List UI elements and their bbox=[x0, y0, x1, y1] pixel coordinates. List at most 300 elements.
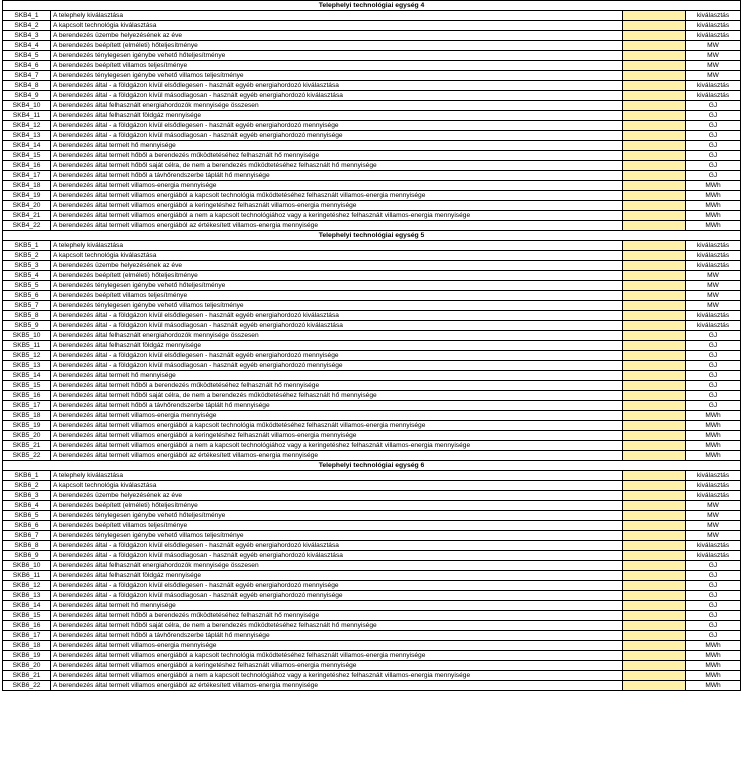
row-unit-cell[interactable]: GJ bbox=[686, 171, 741, 181]
row-code-cell[interactable]: SKB6_14 bbox=[3, 601, 51, 611]
row-unit-cell[interactable]: MW bbox=[686, 71, 741, 81]
row-unit-cell[interactable]: MWh bbox=[686, 181, 741, 191]
table-row bbox=[3, 41, 741, 51]
value-input-cell[interactable] bbox=[623, 181, 686, 191]
row-unit-cell[interactable]: kiválasztás bbox=[686, 251, 741, 261]
value-input-cell[interactable] bbox=[623, 351, 686, 361]
table-row bbox=[3, 181, 741, 191]
row-code-cell[interactable]: SKB4_16 bbox=[3, 161, 51, 171]
value-input-cell[interactable] bbox=[623, 241, 686, 251]
row-unit-cell[interactable]: GJ bbox=[686, 131, 741, 141]
table-row bbox=[3, 651, 741, 661]
row-unit-cell[interactable]: MW bbox=[686, 51, 741, 61]
row-code-cell[interactable]: SKB6_16 bbox=[3, 621, 51, 631]
value-input-cell[interactable] bbox=[623, 451, 686, 461]
row-code-cell[interactable]: SKB5_11 bbox=[3, 341, 51, 351]
row-unit-cell[interactable]: kiválasztás bbox=[686, 541, 741, 551]
section-title: Telephelyi technológiai egység 5 bbox=[3, 231, 741, 241]
row-label-cell[interactable]: A berendezés által termelt hő mennyisége bbox=[51, 601, 623, 611]
row-label-cell[interactable]: A berendezés által termelt villamos energiából a keringetéshez felhasznált villamos-energia mennyisége bbox=[51, 201, 623, 211]
row-unit-cell[interactable]: GJ bbox=[686, 371, 741, 381]
row-unit-cell[interactable]: kiválasztás bbox=[686, 241, 741, 251]
value-input-cell[interactable] bbox=[623, 431, 686, 441]
row-code-cell[interactable]: SKB4_15 bbox=[3, 151, 51, 161]
row-unit-cell[interactable]: MWh bbox=[686, 431, 741, 441]
value-input-cell[interactable] bbox=[623, 311, 686, 321]
row-unit-cell[interactable]: kiválasztás bbox=[686, 491, 741, 501]
row-code-cell[interactable]: SKB5_1 bbox=[3, 241, 51, 251]
row-label-cell[interactable]: A berendezés ténylegesen igénybe vehető villamos teljesítménye bbox=[51, 531, 623, 541]
value-input-cell[interactable] bbox=[623, 281, 686, 291]
row-label-cell[interactable]: A berendezés által termelt villamos-energia mennyisége bbox=[51, 181, 623, 191]
row-label-cell[interactable]: A berendezés által termelt hőből saját célra, de nem a berendezés működtetéséhez felhasznált hő mennyisége bbox=[51, 161, 623, 171]
value-input-cell[interactable] bbox=[623, 331, 686, 341]
value-input-cell[interactable] bbox=[623, 411, 686, 421]
row-code-cell[interactable]: SKB4_19 bbox=[3, 191, 51, 201]
row-label-cell[interactable]: A berendezés beépített (elméleti) hőteljesítménye bbox=[51, 41, 623, 51]
row-code-cell[interactable]: SKB6_18 bbox=[3, 641, 51, 651]
value-input-cell[interactable] bbox=[623, 211, 686, 221]
row-label-cell[interactable]: A berendezés által termelt hőből a távhőrendszerbe táplált hő mennyisége bbox=[51, 631, 623, 641]
row-code-cell[interactable]: SKB4_18 bbox=[3, 181, 51, 191]
row-label-cell[interactable]: A berendezés által felhasznált energiahordozók mennyisége összesen bbox=[51, 561, 623, 571]
row-code-cell[interactable]: SKB4_2 bbox=[3, 21, 51, 31]
row-unit-cell[interactable]: MW bbox=[686, 61, 741, 71]
row-unit-cell[interactable]: MW bbox=[686, 531, 741, 541]
row-code-cell[interactable]: SKB6_22 bbox=[3, 681, 51, 691]
row-unit-cell[interactable]: GJ bbox=[686, 111, 741, 121]
value-input-cell[interactable] bbox=[623, 41, 686, 51]
table-row bbox=[3, 261, 741, 271]
row-unit-cell[interactable]: MW bbox=[686, 301, 741, 311]
row-label-cell[interactable]: A berendezés üzembe helyezésének az éve bbox=[51, 31, 623, 41]
row-code-cell[interactable]: SKB6_20 bbox=[3, 661, 51, 671]
row-unit-cell[interactable]: GJ bbox=[686, 401, 741, 411]
value-input-cell[interactable] bbox=[623, 391, 686, 401]
value-input-cell[interactable] bbox=[623, 621, 686, 631]
row-code-cell[interactable]: SKB4_6 bbox=[3, 61, 51, 71]
row-code-cell[interactable]: SKB5_19 bbox=[3, 421, 51, 431]
value-input-cell[interactable] bbox=[623, 441, 686, 451]
row-label-cell[interactable]: A berendezés által termelt villamos energiából a keringetéshez felhasznált villamos-energia mennyisége bbox=[51, 431, 623, 441]
row-unit-cell[interactable]: MWh bbox=[686, 651, 741, 661]
value-input-cell[interactable] bbox=[623, 101, 686, 111]
row-code-cell[interactable]: SKB6_7 bbox=[3, 531, 51, 541]
value-input-cell[interactable] bbox=[623, 401, 686, 411]
row-code-cell[interactable]: SKB4_9 bbox=[3, 91, 51, 101]
row-label-cell[interactable]: A berendezés által termelt villamos energiából a nem a kapcsolt technológiához vagy a keringetéshez felhasznált villamos-energia mennyisége bbox=[51, 671, 623, 681]
row-code-cell[interactable]: SKB5_20 bbox=[3, 431, 51, 441]
value-input-cell[interactable] bbox=[623, 651, 686, 661]
row-unit-cell[interactable]: MWh bbox=[686, 671, 741, 681]
row-label-cell[interactable]: A berendezés beépített (elméleti) hőteljesítménye bbox=[51, 271, 623, 281]
row-code-cell[interactable]: SKB6_11 bbox=[3, 571, 51, 581]
row-code-cell[interactable]: SKB4_11 bbox=[3, 111, 51, 121]
value-input-cell[interactable] bbox=[623, 221, 686, 231]
row-unit-cell[interactable]: kiválasztás bbox=[686, 311, 741, 321]
table-row bbox=[3, 221, 741, 231]
row-label-cell[interactable]: A berendezés által felhasznált földgáz mennyisége bbox=[51, 341, 623, 351]
table-row bbox=[3, 21, 741, 31]
row-code-cell[interactable]: SKB6_12 bbox=[3, 581, 51, 591]
table-row bbox=[3, 581, 741, 591]
row-code-cell[interactable]: SKB5_12 bbox=[3, 351, 51, 361]
row-label-cell[interactable]: A berendezés által termelt villamos energiából a keringetéshez felhasznált villamos-energia mennyisége bbox=[51, 661, 623, 671]
table-row bbox=[3, 91, 741, 101]
row-label-cell[interactable]: A berendezés által - a földgázon kívül másodlagosan - használt egyéb energiahordozó kiválasztása bbox=[51, 551, 623, 561]
row-unit-cell[interactable]: kiválasztás bbox=[686, 81, 741, 91]
row-code-cell[interactable]: SKB4_7 bbox=[3, 71, 51, 81]
row-unit-cell[interactable]: MWh bbox=[686, 641, 741, 651]
row-unit-cell[interactable]: MWh bbox=[686, 191, 741, 201]
row-unit-cell[interactable]: MWh bbox=[686, 441, 741, 451]
row-label-cell[interactable]: A berendezés ténylegesen igénybe vehető hőteljesítménye bbox=[51, 511, 623, 521]
row-unit-cell[interactable]: MWh bbox=[686, 421, 741, 431]
table-row bbox=[3, 131, 741, 141]
row-label-cell[interactable]: A berendezés beépített villamos teljesítménye bbox=[51, 521, 623, 531]
row-code-cell[interactable]: SKB5_6 bbox=[3, 291, 51, 301]
row-code-cell[interactable]: SKB5_10 bbox=[3, 331, 51, 341]
row-label-cell[interactable]: A berendezés által felhasznált energiahordozók mennyisége összesen bbox=[51, 331, 623, 341]
row-code-cell[interactable]: SKB4_5 bbox=[3, 51, 51, 61]
row-label-cell[interactable]: A berendezés által termelt villamos energiából az értékesített villamos-energia mennyisége bbox=[51, 451, 623, 461]
row-unit-cell[interactable]: GJ bbox=[686, 561, 741, 571]
value-input-cell[interactable] bbox=[623, 361, 686, 371]
value-input-cell[interactable] bbox=[623, 251, 686, 261]
value-input-cell[interactable] bbox=[623, 671, 686, 681]
table-row bbox=[3, 381, 741, 391]
value-input-cell[interactable] bbox=[623, 301, 686, 311]
row-unit-cell[interactable]: GJ bbox=[686, 621, 741, 631]
value-input-cell[interactable] bbox=[623, 31, 686, 41]
section-title: Telephelyi technológiai egység 6 bbox=[3, 461, 741, 471]
row-code-cell[interactable]: SKB6_2 bbox=[3, 481, 51, 491]
table-row bbox=[3, 241, 741, 251]
row-code-cell[interactable]: SKB6_9 bbox=[3, 551, 51, 561]
row-code-cell[interactable]: SKB6_8 bbox=[3, 541, 51, 551]
row-code-cell[interactable]: SKB6_1 bbox=[3, 471, 51, 481]
row-unit-cell[interactable]: GJ bbox=[686, 331, 741, 341]
row-label-cell[interactable]: A berendezés által termelt villamos energiából a kapcsolt technológia működtetéséhez felhasznált villamos-energia mennyisége bbox=[51, 191, 623, 201]
table-row bbox=[3, 111, 741, 121]
table-row bbox=[3, 471, 741, 481]
row-label-cell[interactable]: A berendezés által termelt villamos energiából az értékesített villamos-energia mennyisége bbox=[51, 681, 623, 691]
value-input-cell[interactable] bbox=[623, 141, 686, 151]
row-label-cell[interactable]: A berendezés által termelt hőből a távhőrendszerbe táplált hő mennyisége bbox=[51, 401, 623, 411]
table-row bbox=[3, 311, 741, 321]
table-row bbox=[3, 321, 741, 331]
value-input-cell[interactable] bbox=[623, 531, 686, 541]
table-row bbox=[3, 161, 741, 171]
row-unit-cell[interactable]: kiválasztás bbox=[686, 481, 741, 491]
row-label-cell[interactable]: A berendezés ténylegesen igénybe vehető villamos teljesítménye bbox=[51, 71, 623, 81]
row-unit-cell[interactable]: GJ bbox=[686, 341, 741, 351]
value-input-cell[interactable] bbox=[623, 661, 686, 671]
row-unit-cell[interactable]: GJ bbox=[686, 611, 741, 621]
table-row bbox=[3, 11, 741, 21]
row-label-cell[interactable]: A berendezés által - a földgázon kívül másodlagosan - használt egyéb energiahordozó mennyisége bbox=[51, 361, 623, 371]
value-input-cell[interactable] bbox=[623, 21, 686, 31]
row-label-cell[interactable]: A berendezés beépített villamos teljesítménye bbox=[51, 291, 623, 301]
value-input-cell[interactable] bbox=[623, 341, 686, 351]
row-code-cell[interactable]: SKB6_4 bbox=[3, 501, 51, 511]
row-unit-cell[interactable]: kiválasztás bbox=[686, 11, 741, 21]
table-row bbox=[3, 661, 741, 671]
row-code-cell[interactable]: SKB5_7 bbox=[3, 301, 51, 311]
row-code-cell[interactable]: SKB5_4 bbox=[3, 271, 51, 281]
row-unit-cell[interactable]: MWh bbox=[686, 451, 741, 461]
row-label-cell[interactable]: A berendezés által termelt villamos-energia mennyisége bbox=[51, 641, 623, 651]
table-row bbox=[3, 151, 741, 161]
value-input-cell[interactable] bbox=[623, 601, 686, 611]
table-row bbox=[3, 561, 741, 571]
row-unit-cell[interactable]: MW bbox=[686, 271, 741, 281]
row-code-cell[interactable]: SKB4_10 bbox=[3, 101, 51, 111]
row-unit-cell[interactable]: GJ bbox=[686, 581, 741, 591]
value-input-cell[interactable] bbox=[623, 491, 686, 501]
row-unit-cell[interactable]: GJ bbox=[686, 571, 741, 581]
row-unit-cell[interactable]: GJ bbox=[686, 351, 741, 361]
row-code-cell[interactable]: SKB5_16 bbox=[3, 391, 51, 401]
row-label-cell[interactable]: A berendezés által termelt hőből saját célra, de nem a berendezés működtetéséhez felhasznált hő mennyisége bbox=[51, 391, 623, 401]
row-code-cell[interactable]: SKB4_20 bbox=[3, 201, 51, 211]
table-row bbox=[3, 71, 741, 81]
row-code-cell[interactable]: SKB6_13 bbox=[3, 591, 51, 601]
row-code-cell[interactable]: SKB6_3 bbox=[3, 491, 51, 501]
row-label-cell[interactable]: A berendezés által - a földgázon kívül elsődlegesen - használt egyéb energiahordozó kiválasztása bbox=[51, 81, 623, 91]
row-unit-cell[interactable]: MW bbox=[686, 521, 741, 531]
row-unit-cell[interactable]: kiválasztás bbox=[686, 471, 741, 481]
table-row bbox=[3, 51, 741, 61]
row-unit-cell[interactable]: GJ bbox=[686, 141, 741, 151]
row-label-cell[interactable]: A berendezés által termelt villamos energiából az értékesített villamos-energia mennyisége bbox=[51, 221, 623, 231]
table-row bbox=[3, 491, 741, 501]
value-input-cell[interactable] bbox=[623, 61, 686, 71]
row-unit-cell[interactable]: MW bbox=[686, 281, 741, 291]
value-input-cell[interactable] bbox=[623, 681, 686, 691]
row-unit-cell[interactable]: GJ bbox=[686, 151, 741, 161]
row-unit-cell[interactable]: MWh bbox=[686, 221, 741, 231]
row-code-cell[interactable]: SKB5_9 bbox=[3, 321, 51, 331]
value-input-cell[interactable] bbox=[623, 571, 686, 581]
row-label-cell[interactable]: A berendezés üzembe helyezésének az éve bbox=[51, 261, 623, 271]
value-input-cell[interactable] bbox=[623, 171, 686, 181]
value-input-cell[interactable] bbox=[623, 321, 686, 331]
row-label-cell[interactable]: A berendezés ténylegesen igénybe vehető villamos teljesítménye bbox=[51, 301, 623, 311]
table-row bbox=[3, 121, 741, 131]
row-unit-cell[interactable]: MWh bbox=[686, 661, 741, 671]
value-input-cell[interactable] bbox=[623, 191, 686, 201]
value-input-cell[interactable] bbox=[623, 611, 686, 621]
row-label-cell[interactable]: A berendezés által termelt hőből a távhőrendszerbe táplált hő mennyisége bbox=[51, 171, 623, 181]
value-input-cell[interactable] bbox=[623, 81, 686, 91]
value-input-cell[interactable] bbox=[623, 421, 686, 431]
row-code-cell[interactable]: SKB4_21 bbox=[3, 211, 51, 221]
row-label-cell[interactable]: A telephely kiválasztása bbox=[51, 471, 623, 481]
row-code-cell[interactable]: SKB6_21 bbox=[3, 671, 51, 681]
row-label-cell[interactable]: A telephely kiválasztása bbox=[51, 11, 623, 21]
value-input-cell[interactable] bbox=[623, 271, 686, 281]
table-row bbox=[3, 201, 741, 211]
row-code-cell[interactable]: SKB5_15 bbox=[3, 381, 51, 391]
row-code-cell[interactable]: SKB4_4 bbox=[3, 41, 51, 51]
value-input-cell[interactable] bbox=[623, 11, 686, 21]
row-unit-cell[interactable]: GJ bbox=[686, 161, 741, 171]
row-label-cell[interactable]: A berendezés beépített villamos teljesítménye bbox=[51, 61, 623, 71]
value-input-cell[interactable] bbox=[623, 481, 686, 491]
value-input-cell[interactable] bbox=[623, 71, 686, 81]
row-label-cell[interactable]: A berendezés üzembe helyezésének az éve bbox=[51, 491, 623, 501]
row-code-cell[interactable]: SKB5_8 bbox=[3, 311, 51, 321]
row-label-cell[interactable]: A berendezés által termelt villamos energiából a nem a kapcsolt technológiához vagy a keringetéshez felhasznált villamos-energia mennyisége bbox=[51, 211, 623, 221]
value-input-cell[interactable] bbox=[623, 261, 686, 271]
row-unit-cell[interactable]: MWh bbox=[686, 211, 741, 221]
row-label-cell[interactable]: A berendezés által - a földgázon kívül elsődlegesen - használt egyéb energiahordozó kiválasztása bbox=[51, 311, 623, 321]
row-label-cell[interactable]: A berendezés által termelt hőből a berendezés működtetéséhez felhasznált hő mennyisége bbox=[51, 381, 623, 391]
row-label-cell[interactable]: A berendezés által termelt villamos energiából a kapcsolt technológia működtetéséhez felhasznált villamos-energia mennyisége bbox=[51, 651, 623, 661]
row-code-cell[interactable]: SKB4_12 bbox=[3, 121, 51, 131]
row-label-cell[interactable]: A berendezés által termelt hő mennyisége bbox=[51, 371, 623, 381]
row-label-cell[interactable]: A berendezés által felhasznált földgáz mennyisége bbox=[51, 111, 623, 121]
table-row bbox=[3, 341, 741, 351]
value-input-cell[interactable] bbox=[623, 511, 686, 521]
row-code-cell[interactable]: SKB4_3 bbox=[3, 31, 51, 41]
table-row bbox=[3, 331, 741, 341]
row-unit-cell[interactable]: MW bbox=[686, 511, 741, 521]
value-input-cell[interactable] bbox=[623, 591, 686, 601]
value-input-cell[interactable] bbox=[623, 91, 686, 101]
row-label-cell[interactable]: A berendezés által termelt hőből a berendezés működtetéséhez felhasznált hő mennyisége bbox=[51, 611, 623, 621]
value-input-cell[interactable] bbox=[623, 551, 686, 561]
row-label-cell[interactable]: A berendezés által - a földgázon kívül másodlagosan - használt egyéb energiahordozó kiválasztása bbox=[51, 91, 623, 101]
row-code-cell[interactable]: SKB6_5 bbox=[3, 511, 51, 521]
value-input-cell[interactable] bbox=[623, 111, 686, 121]
row-label-cell[interactable]: A berendezés ténylegesen igénybe vehető hőteljesítménye bbox=[51, 281, 623, 291]
row-unit-cell[interactable]: kiválasztás bbox=[686, 551, 741, 561]
row-label-cell[interactable]: A berendezés beépített (elméleti) hőteljesítménye bbox=[51, 501, 623, 511]
row-code-cell[interactable]: SKB4_13 bbox=[3, 131, 51, 141]
row-unit-cell[interactable]: kiválasztás bbox=[686, 91, 741, 101]
value-input-cell[interactable] bbox=[623, 201, 686, 211]
row-unit-cell[interactable]: kiválasztás bbox=[686, 31, 741, 41]
row-code-cell[interactable]: SKB5_13 bbox=[3, 361, 51, 371]
table-row bbox=[3, 361, 741, 371]
value-input-cell[interactable] bbox=[623, 151, 686, 161]
row-label-cell[interactable]: A berendezés által - a földgázon kívül elsődlegesen - használt egyéb energiahordozó kiválasztása bbox=[51, 541, 623, 551]
row-code-cell[interactable]: SKB5_17 bbox=[3, 401, 51, 411]
row-unit-cell[interactable]: GJ bbox=[686, 591, 741, 601]
row-label-cell[interactable]: A berendezés által termelt villamos energiából a kapcsolt technológia működtetéséhez felhasznált villamos-energia mennyisége bbox=[51, 421, 623, 431]
row-label-cell[interactable]: A berendezés által - a földgázon kívül elsődlegesen - használt egyéb energiahordozó mennyisége bbox=[51, 121, 623, 131]
row-label-cell[interactable]: A berendezés által felhasznált földgáz mennyisége bbox=[51, 571, 623, 581]
row-code-cell[interactable]: SKB4_22 bbox=[3, 221, 51, 231]
row-unit-cell[interactable]: GJ bbox=[686, 121, 741, 131]
row-unit-cell[interactable]: GJ bbox=[686, 631, 741, 641]
section-header-row bbox=[3, 231, 741, 241]
row-code-cell[interactable]: SKB5_14 bbox=[3, 371, 51, 381]
table-row bbox=[3, 571, 741, 581]
value-input-cell[interactable] bbox=[623, 581, 686, 591]
row-unit-cell[interactable]: MW bbox=[686, 501, 741, 511]
value-input-cell[interactable] bbox=[623, 471, 686, 481]
row-label-cell[interactable]: A kapcsolt technológia kiválasztása bbox=[51, 481, 623, 491]
row-code-cell[interactable]: SKB6_17 bbox=[3, 631, 51, 641]
row-code-cell[interactable]: SKB6_10 bbox=[3, 561, 51, 571]
row-label-cell[interactable]: A berendezés által termelt hőből saját célra, de nem a berendezés működtetéséhez felhasznált hő mennyisége bbox=[51, 621, 623, 631]
row-code-cell[interactable]: SKB5_3 bbox=[3, 261, 51, 271]
row-code-cell[interactable]: SKB5_22 bbox=[3, 451, 51, 461]
row-unit-cell[interactable]: GJ bbox=[686, 361, 741, 371]
row-unit-cell[interactable]: MWh bbox=[686, 681, 741, 691]
value-input-cell[interactable] bbox=[623, 121, 686, 131]
row-code-cell[interactable]: SKB6_15 bbox=[3, 611, 51, 621]
row-unit-cell[interactable]: GJ bbox=[686, 601, 741, 611]
row-unit-cell[interactable]: MWh bbox=[686, 411, 741, 421]
row-code-cell[interactable]: SKB4_17 bbox=[3, 171, 51, 181]
row-label-cell[interactable]: A berendezés által - a földgázon kívül elsődlegesen - használt egyéb energiahordozó mennyisége bbox=[51, 581, 623, 591]
row-code-cell[interactable]: SKB6_6 bbox=[3, 521, 51, 531]
row-label-cell[interactable]: A kapcsolt technológia kiválasztása bbox=[51, 21, 623, 31]
row-unit-cell[interactable]: MW bbox=[686, 291, 741, 301]
value-input-cell[interactable] bbox=[623, 131, 686, 141]
value-input-cell[interactable] bbox=[623, 501, 686, 511]
row-unit-cell[interactable]: MW bbox=[686, 41, 741, 51]
row-code-cell[interactable]: SKB5_21 bbox=[3, 441, 51, 451]
row-label-cell[interactable]: A berendezés által - a földgázon kívül másodlagosan - használt egyéb energiahordozó kiválasztása bbox=[51, 321, 623, 331]
row-unit-cell[interactable]: MWh bbox=[686, 201, 741, 211]
value-input-cell[interactable] bbox=[623, 541, 686, 551]
row-label-cell[interactable]: A berendezés ténylegesen igénybe vehető hőteljesítménye bbox=[51, 51, 623, 61]
row-label-cell[interactable]: A berendezés által termelt villamos energiából a nem a kapcsolt technológiához vagy a keringetéshez felhasznált villamos-energia mennyisége bbox=[51, 441, 623, 451]
row-code-cell[interactable]: SKB4_14 bbox=[3, 141, 51, 151]
value-input-cell[interactable] bbox=[623, 381, 686, 391]
value-input-cell[interactable] bbox=[623, 291, 686, 301]
row-code-cell[interactable]: SKB5_18 bbox=[3, 411, 51, 421]
row-unit-cell[interactable]: kiválasztás bbox=[686, 321, 741, 331]
row-label-cell[interactable]: A berendezés által - a földgázon kívül elsődlegesen - használt egyéb energiahordozó mennyisége bbox=[51, 351, 623, 361]
value-input-cell[interactable] bbox=[623, 371, 686, 381]
row-unit-cell[interactable]: kiválasztás bbox=[686, 21, 741, 31]
row-label-cell[interactable]: A berendezés által felhasznált energiahordozók mennyisége összesen bbox=[51, 101, 623, 111]
row-code-cell[interactable]: SKB4_8 bbox=[3, 81, 51, 91]
value-input-cell[interactable] bbox=[623, 161, 686, 171]
row-label-cell[interactable]: A berendezés által termelt hőből a berendezés működtetéséhez felhasznált hő mennyisége bbox=[51, 151, 623, 161]
row-label-cell[interactable]: A berendezés által termelt villamos-energia mennyisége bbox=[51, 411, 623, 421]
row-code-cell[interactable]: SKB5_5 bbox=[3, 281, 51, 291]
row-unit-cell[interactable]: GJ bbox=[686, 391, 741, 401]
row-label-cell[interactable]: A kapcsolt technológia kiválasztása bbox=[51, 251, 623, 261]
value-input-cell[interactable] bbox=[623, 51, 686, 61]
row-label-cell[interactable]: A telephely kiválasztása bbox=[51, 241, 623, 251]
table-row bbox=[3, 391, 741, 401]
row-label-cell[interactable]: A berendezés által termelt hő mennyisége bbox=[51, 141, 623, 151]
value-input-cell[interactable] bbox=[623, 631, 686, 641]
value-input-cell[interactable] bbox=[623, 641, 686, 651]
row-unit-cell[interactable]: GJ bbox=[686, 101, 741, 111]
table-row bbox=[3, 531, 741, 541]
value-input-cell[interactable] bbox=[623, 561, 686, 571]
row-label-cell[interactable]: A berendezés által - a földgázon kívül másodlagosan - használt egyéb energiahordozó mennyisége bbox=[51, 591, 623, 601]
row-label-cell[interactable]: A berendezés által - a földgázon kívül másodlagosan - használt egyéb energiahordozó mennyisége bbox=[51, 131, 623, 141]
row-unit-cell[interactable]: kiválasztás bbox=[686, 261, 741, 271]
table-row bbox=[3, 191, 741, 201]
table-row bbox=[3, 421, 741, 431]
row-unit-cell[interactable]: GJ bbox=[686, 381, 741, 391]
value-input-cell[interactable] bbox=[623, 521, 686, 531]
row-code-cell[interactable]: SKB5_2 bbox=[3, 251, 51, 261]
row-code-cell[interactable]: SKB6_19 bbox=[3, 651, 51, 661]
row-code-cell[interactable]: SKB4_1 bbox=[3, 11, 51, 21]
